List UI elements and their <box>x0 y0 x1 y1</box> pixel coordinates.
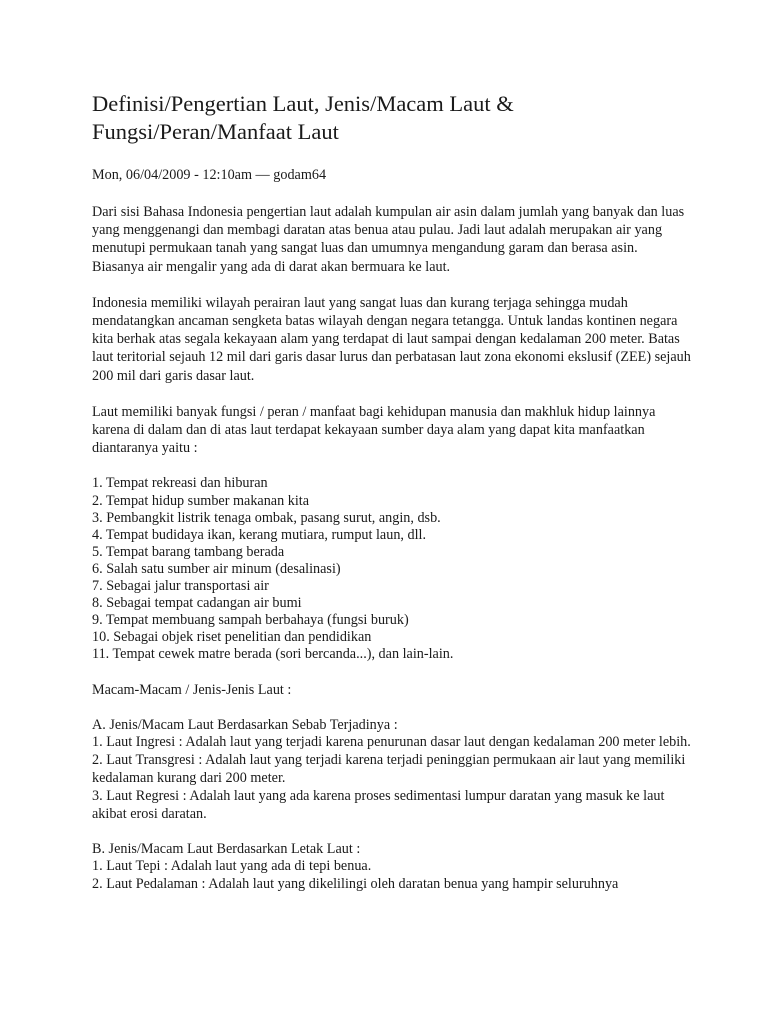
list-item: 2. Tempat hidup sumber makanan kita <box>92 492 310 509</box>
list-item: 2. Laut Pedalaman : Adalah laut yang dikelilingi oleh daratan benua yang hampir seluruhnya <box>92 876 619 893</box>
list-item: 5. Tempat barang tambang berada <box>92 543 285 560</box>
paragraph-territory <box>92 294 692 385</box>
list-item: 1. Laut Ingresi : Adalah laut yang terjadi karena penurunan dasar laut dengan kedalaman 200 meter lebih. <box>92 734 691 751</box>
list-item: 9. Tempat membuang sampah berbahaya (fungsi buruk) <box>92 612 409 629</box>
list-item: 1. Laut Tepi : Adalah laut yang ada di tepi benua. <box>92 858 372 875</box>
paragraph-definition <box>92 203 692 276</box>
section-a-title: A. Jenis/Macam Laut Berdasarkan Sebab Terjadinya : <box>92 717 398 734</box>
section-a-list <box>92 734 692 823</box>
list-item: 8. Sebagai tempat cadangan air bumi <box>92 595 302 612</box>
paragraph-text: Indonesia memiliki wilayah perairan laut yang sangat luas dan kurang terjaga sehingga mudah mendatangkan ancaman sengketa batas wilayah dengan negara tetangga. Untuk landas kontinen negara kita berhak atas segala kekayaan alam yang terdapat di laut sampai dengan kedalaman 200 meter. Batas laut teritorial sejauh 12 mil dari garis dasar lurus dan perbatasan laut zona ekonomi ekslusif (ZEE) sejauh 200 mil dari garis dasar laut. <box>92 294 691 384</box>
list-item: 10. Sebagai objek riset penelitian dan pendidikan <box>92 629 372 646</box>
list-item: 3. Laut Regresi : Adalah laut yang ada karena proses sedimentasi lumpur daratan yang masuk ke laut akibat erosi daratan. <box>92 787 665 822</box>
paragraph-functions-intro <box>92 403 692 458</box>
document-title: Definisi/Pengertian Laut, Jenis/Macam Laut & Fungsi/Peran/Manfaat Laut <box>92 91 514 144</box>
paragraph-text: Dari sisi Bahasa Indonesia pengertian laut adalah kumpulan air asin dalam jumlah yang banyak dan luas yang menggenangi dan membagi daratan atas benua atau pulau. Jadi laut adalah merupakan air yang menutupi permukaan tanah yang sangat luas dan umumnya mengandung garam dan berasa asin. Biasanya air mengalir yang ada di darat akan bermuara ke laut. <box>92 204 685 275</box>
list-item: 2. Laut Transgresi : Adalah laut yang terjadi karena terjadi peninggian permukaan air laut yang memiliki kedalaman kurang dari 200 meter. <box>92 752 686 787</box>
section-b <box>92 840 692 894</box>
section-b-list <box>92 858 692 894</box>
section-b-title: B. Jenis/Macam Laut Berdasarkan Letak Laut : <box>92 841 361 858</box>
post-meta: Mon, 06/04/2009 - 12:10am — godam64 <box>92 167 327 183</box>
section-a <box>92 716 692 823</box>
list-item: 7. Sebagai jalur transportasi air <box>92 578 269 594</box>
types-heading: Macam-Macam / Jenis-Jenis Laut : <box>92 682 292 699</box>
list-item: 11. Tempat cewek matre berada (sori bercanda...), dan lain-lain. <box>92 646 454 663</box>
list-item: 6. Salah satu sumber air minum (desalinasi) <box>92 560 341 577</box>
paragraph-text: Laut memiliki banyak fungsi / peran / manfaat bagi kehidupan manusia dan makhluk hidup lainnya karena di dalam dan di atas laut terdapat kekayaan sumber daya alam yang dapat kita manfaatkan diantaranya yaitu : <box>92 403 656 457</box>
list-item: 3. Pembangkit listrik tenaga ombak, pasang surut, angin, dsb. <box>92 509 441 526</box>
document-page <box>92 90 692 911</box>
list-item: 4. Tempat budidaya ikan, kerang mutiara, rumput laun, dll. <box>92 526 427 543</box>
list-item: 1. Tempat rekreasi dan hiburan <box>92 475 268 492</box>
functions-list <box>92 475 692 663</box>
